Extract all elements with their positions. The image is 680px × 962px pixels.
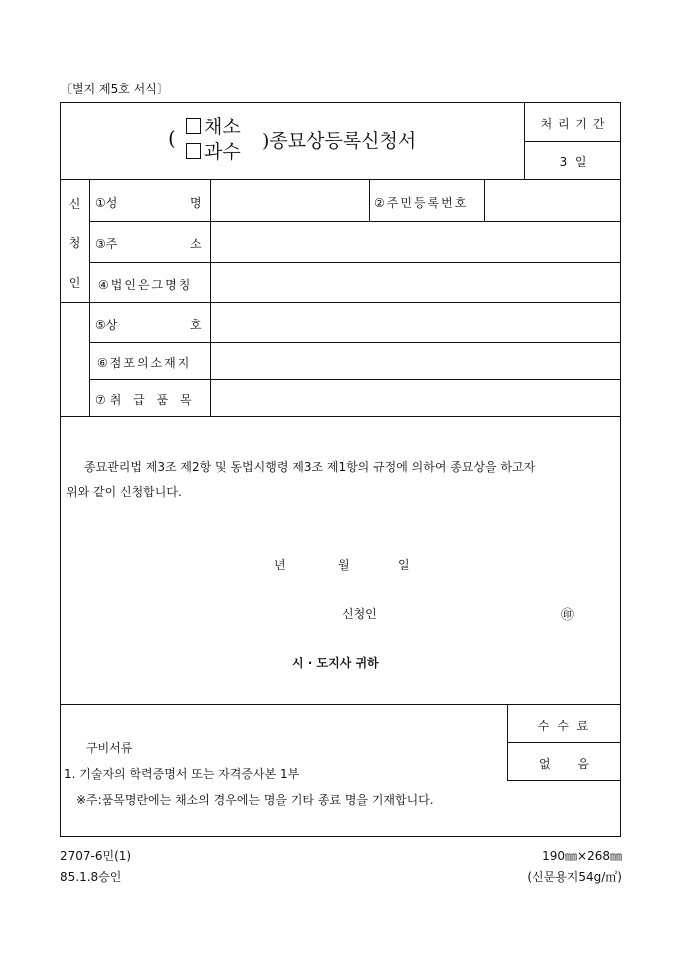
statement-line-2: 위와 같이 신청합니다. <box>66 485 182 499</box>
date-month: 월 <box>338 558 350 572</box>
processing-period-label: 처 리 기 간 <box>540 117 606 131</box>
footer-paper-size: 190㎜×268㎜ <box>542 849 622 863</box>
addressee: 시 · 도지사 귀하 <box>292 656 379 670</box>
statement-line-1: 종묘관리법 제3조 제2항 및 동법시행령 제3조 제1항의 규정에 의하여 종묘상을 하고자 <box>84 460 536 474</box>
trade-name-input[interactable] <box>211 303 620 342</box>
date-day: 일 <box>398 558 410 572</box>
name-label: ①성 <box>95 196 118 210</box>
name-label-tail: 명 <box>190 196 202 210</box>
shop-location-input[interactable] <box>211 343 620 379</box>
address-input[interactable] <box>211 222 620 262</box>
seal-icon: ㊞ <box>561 608 575 623</box>
resident-number-label: ②주민등록번호 <box>374 196 469 210</box>
trade-name-label: ⑤상 <box>95 318 118 332</box>
required-document-item: 1. 기술자의 학력증명서 또는 자격증사본 1부 <box>64 767 300 781</box>
form-number-tag: 〔별지 제5호 서식〕 <box>60 82 169 96</box>
corporation-name-input[interactable] <box>211 263 620 302</box>
footer-approval-date: 85.1.8승인 <box>60 870 122 884</box>
footer-form-code: 2707-6민(1) <box>60 849 132 863</box>
address-label-tail: 소 <box>190 237 202 251</box>
corporation-name-label: ④법인은그명칭 <box>98 278 193 292</box>
checkbox-icon[interactable] <box>186 118 201 134</box>
resident-number-input[interactable] <box>485 180 620 221</box>
fee-value: 없 음 <box>539 757 589 771</box>
date-year: 년 <box>274 558 286 572</box>
required-documents-label: 구비서류 <box>86 741 133 755</box>
items-handled-input[interactable] <box>211 380 620 416</box>
title-option-vegetables[interactable]: 채소 <box>186 112 241 139</box>
processing-period-value: 3 일 <box>559 155 587 169</box>
shop-location-label: ⑥점포의소재지 <box>97 356 192 370</box>
title-open-paren: ( <box>168 126 176 150</box>
fee-label: 수 수 료 <box>537 719 591 733</box>
documents-note: ※주:품목명란에는 채소의 경우에는 명을 기타 종료 명을 기재합니다. <box>76 793 434 807</box>
footer-paper-type: (신문용지54g/㎡) <box>527 870 622 884</box>
title-option-fruit[interactable]: 과수 <box>186 137 241 164</box>
trade-name-label-tail: 호 <box>190 318 202 332</box>
name-input[interactable] <box>211 180 368 221</box>
checkbox-icon[interactable] <box>186 143 201 159</box>
address-label: ③주 <box>95 237 118 251</box>
applicant-signature-label: 신청인 <box>342 607 377 621</box>
items-handled-label: ⑦취 급 품 목 <box>95 393 196 407</box>
title-text: )종묘상등록신청서 <box>262 130 417 152</box>
